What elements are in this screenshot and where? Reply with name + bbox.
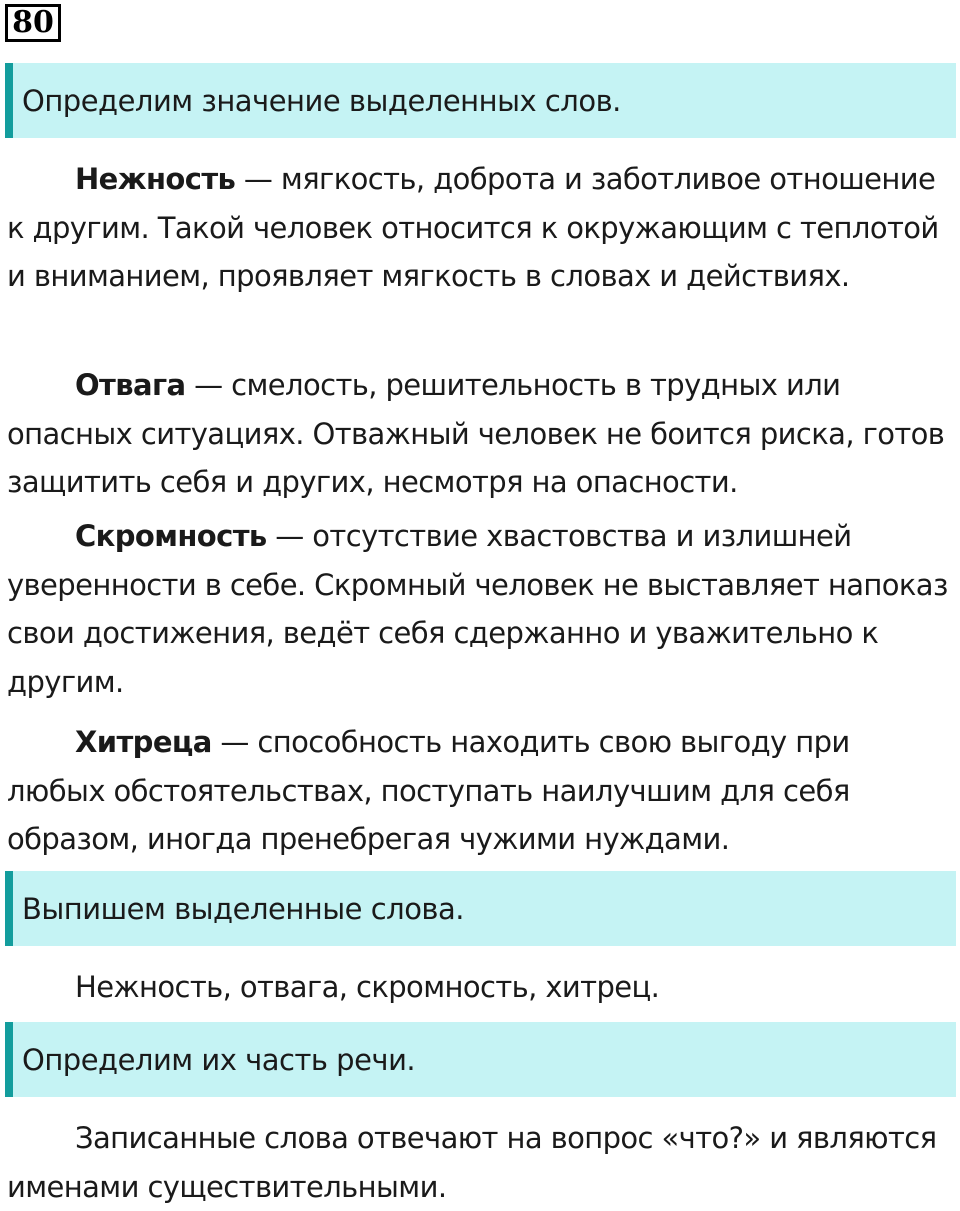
definition-skromnost <box>7 512 952 706</box>
section-heading-text: Определим значение выделенных слов. <box>22 83 621 118</box>
definition-khitretsa <box>7 718 952 864</box>
definition-text: — отсутствие хвастовства и излишней уверенности в себе. Скромный человек не выставляет напоказ свои достижения, ведёт себя сдержанно и уважительно к другим. <box>7 519 948 699</box>
definition-text: — смелость, решительность в трудных или опасных ситуациях. Отважный человек не боится риска, готов защитить себя и других, несмотря на опасности. <box>7 368 945 499</box>
definition-text: — способность находить свою выгоду при любых обстоятельствах, поступать наилучшим для себя образом, иногда пренебрегая чужими нуждами. <box>7 725 850 856</box>
definition-term: Скромность <box>75 519 267 553</box>
section-heading-write-out <box>5 871 956 946</box>
definition-term: Отвага <box>75 368 186 402</box>
section-heading-meanings <box>5 63 956 138</box>
section-heading-text: Определим их часть речи. <box>22 1042 416 1077</box>
definition-otvaga <box>7 361 952 507</box>
definition-text: — мягкость, доброта и заботливое отношение к другим. Такой человек относится к окружающим с теплотой и вниманием, проявляет мягкость в словах и действиях. <box>7 162 939 293</box>
definition-term: Хитреца <box>75 725 212 759</box>
definition-term: Нежность <box>75 162 236 196</box>
definition-nezhnost <box>7 155 952 301</box>
task-number-box: 80 <box>5 4 61 42</box>
answer-words-list <box>7 963 952 1012</box>
answer-part-of-speech <box>7 1114 952 1211</box>
answer-text: Нежность, отвага, скромность, хитрец. <box>75 970 660 1004</box>
section-heading-part-of-speech <box>5 1022 956 1097</box>
answer-text: Записанные слова отвечают на вопрос «что?» и являются именами существительными. <box>7 1121 937 1204</box>
section-heading-text: Выпишем выделенные слова. <box>22 891 465 926</box>
